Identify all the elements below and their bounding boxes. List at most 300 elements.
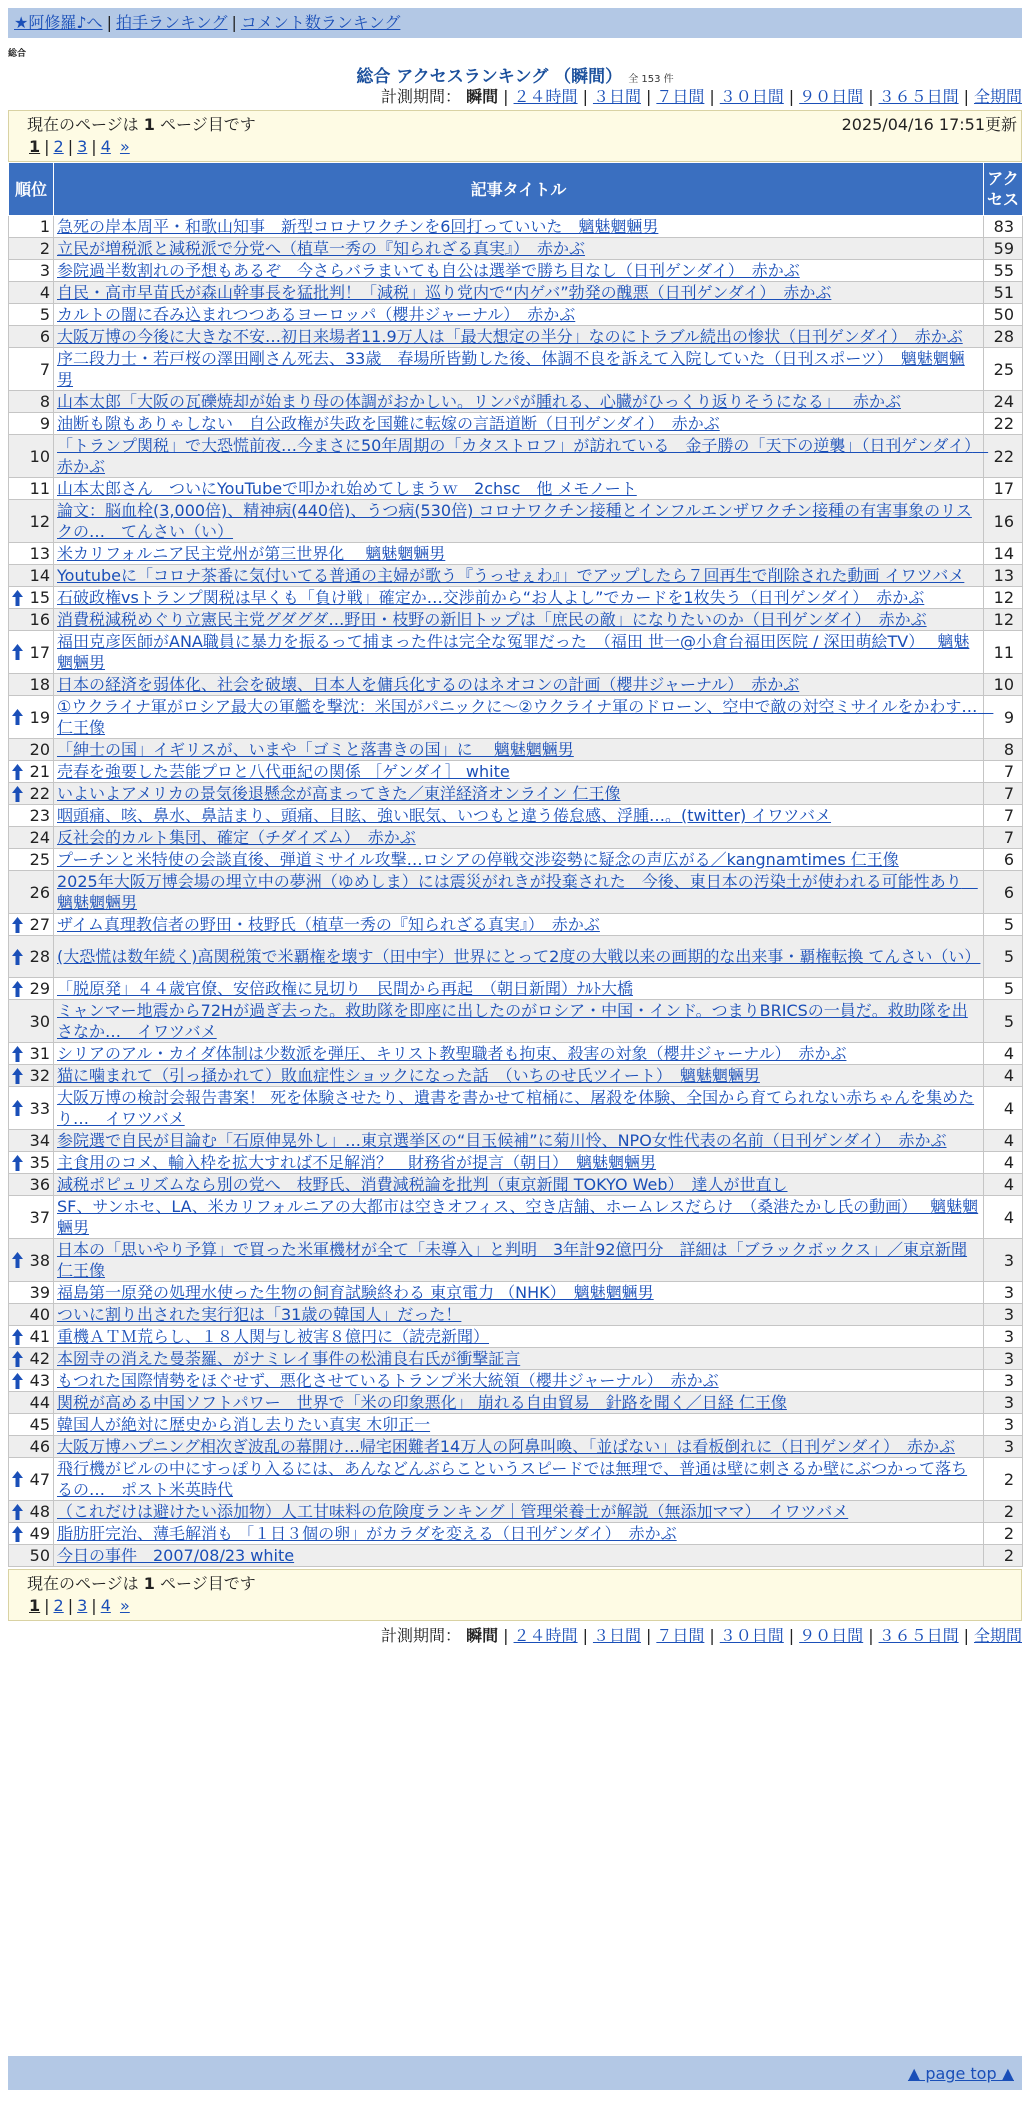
article-title-link[interactable]: 福田克彦医師がANA職員に暴力を振るって捕まった件は完全な冤罪だった （福田 世一@小倉台福田医院 / 深田萌絵TV） 魑魅魍魎男 [57,632,970,672]
access-count: 10 [984,674,1023,696]
rank-up-arrow-icon [12,1155,23,1171]
article-title-link[interactable]: 山本太郎さん ついにYouTubeで叩かれ始めてしまうｗ 2chsc 他 メモノート [57,479,637,498]
rank-cell [9,435,54,478]
rank-number: 15 [29,588,50,607]
rank-number: 38 [29,1250,50,1270]
rank-number: 24 [29,828,50,847]
rank-cell [9,413,54,435]
article-title-link[interactable]: （これだけは避けたい添加物）人工甘味料の危険度ランキング｜管理栄養士が解説（無添加ママ） イワツバメ [57,1502,849,1521]
article-title-link[interactable]: 山本太郎「大阪の瓦礫焼却が始まり母の体調がおかしい。リンパが腫れる、心臓がひっくり返りそうになる」 赤かぶ [57,392,901,411]
title-cell [54,609,984,631]
table-row [9,1326,1023,1348]
pager-links: 1 | 2 | 3 | 4 » [29,1596,130,1615]
title-cell [54,1152,984,1174]
rank-cell [9,1523,54,1545]
access-count: 50 [984,304,1023,326]
rank-number: 37 [29,1207,50,1227]
article-title-link[interactable]: Youtubeに「コロナ茶番に気付いてる普通の主婦が歌う『うっせぇわ』」でアップしたら７回再生で削除された動画 イワツバメ [57,566,965,585]
rank-number: 49 [29,1524,50,1543]
title-cell [54,500,984,543]
rank-up-arrow-icon [12,1526,23,1542]
access-count: 2 [984,1458,1023,1501]
title-cell [54,631,984,674]
page-link-3[interactable]: 3 [77,137,88,156]
table-row [9,849,1023,871]
rank-up-arrow-icon [12,981,23,997]
rank-number: 33 [29,1098,50,1118]
table-row [9,761,1023,783]
access-count: 3 [984,1436,1023,1458]
article-title-link[interactable]: 本圀寺の消えた曼荼羅、がナミレイ事件の松浦良右氏が衝撃証言 [57,1349,521,1368]
period-link-90d[interactable]: ９０日間 [799,1626,864,1645]
title-cell [54,1326,984,1348]
rank-up-arrow-icon [12,1471,23,1487]
rank-up-arrow-icon [12,786,23,802]
access-count: 3 [984,1239,1023,1282]
rank-number: 43 [29,1371,50,1390]
rank-cell [9,1152,54,1174]
title-cell [54,238,984,260]
table-row [9,435,1023,478]
article-title-link[interactable]: SF、サンホセ、LA、米カリフォルニアの大都市は空きオフィス、空き店舗、ホームレスだらけ （桑港たかし氏の動画） 魑魅魍魎男 [57,1197,979,1237]
rank-number: 46 [29,1437,50,1456]
table-row [9,1501,1023,1523]
article-title-link[interactable]: 売春を強要した芸能プロと八代亜紀の関係 ［ゲンダイ］ white [57,762,510,781]
article-title-link[interactable]: 咽頭痛、咳、鼻水、鼻詰まり、頭痛、目眩、強い眠気、いつもと違う倦怠感、浮腫…。(twitter) イワツバメ [57,806,832,825]
title-cell [54,1348,984,1370]
table-row [9,1414,1023,1436]
access-count: 3 [984,1326,1023,1348]
table-row [9,674,1023,696]
article-title-link[interactable]: 自民・高市早苗氏が森山幹事長を猛批判！「減税」巡り党内で“内ゲバ”勃発の醜悪（日刊ゲンダイ） 赤かぶ [57,283,832,302]
access-count: 7 [984,827,1023,849]
access-count: 2 [984,1501,1023,1523]
title-cell [54,1370,984,1392]
article-title-link[interactable]: 急死の岸本周平・和歌山知事 新型コロナワクチンを6回打っていいた 魑魅魍魎男 [57,217,659,236]
article-title-link[interactable]: 日本の経済を弱体化、社会を破壊、日本人を傭兵化するのはネオコンの計画（櫻井ジャーナル） 赤かぶ [57,675,800,694]
rank-number: 14 [29,566,50,585]
article-title-link[interactable]: 福島第一原発の処理水使った生物の飼育試験終わる 東京電力 （NHK） 魑魅魍魎男 [57,1283,654,1302]
title-cell [54,1130,984,1152]
rank-up-arrow-icon [12,1046,23,1062]
period-link-90d[interactable]: ９０日間 [799,87,864,106]
column-header-title: 記事タイトル [54,163,984,216]
period-link-24h[interactable]: ２４時間 [513,87,578,106]
table-row [9,827,1023,849]
rank-cell [9,739,54,761]
page-link-3[interactable]: 3 [77,1596,88,1615]
table-row [9,1282,1023,1304]
rank-cell [9,304,54,326]
table-row [9,282,1023,304]
table-row [9,1000,1023,1043]
title-cell [54,1392,984,1414]
article-title-link[interactable]: もつれた国際情勢をほぐせず、悪化させているトランプ米大統領（櫻井ジャーナル） 赤かぶ [57,1371,719,1390]
page-link-2[interactable]: 2 [53,137,64,156]
access-count: 3 [984,1282,1023,1304]
title-cell [54,1087,984,1130]
rank-cell [9,1065,54,1087]
nav-link-asyura[interactable]: ★阿修羅♪へ [14,13,103,32]
rank-cell [9,761,54,783]
access-count: 4 [984,1087,1023,1130]
period-selector-top: 計測期間： 瞬間 | ２４時間 | ３日間 | ７日間 | ３０日間 | ９０日間 | ３６５日間 | 全期間 [381,87,1022,106]
rank-number: 44 [29,1393,50,1412]
article-title-link[interactable]: 「トランプ関税」で大恐慌前夜…今まさに50年周期の「カタストロフ」が訪れている 金子勝の「天下の逆襲」（日刊ゲンダイ） 赤かぶ [57,436,989,476]
rank-number: 40 [29,1305,50,1324]
rank-cell [9,849,54,871]
period-link-all[interactable]: 全期間 [973,1626,1022,1645]
page-link-2[interactable]: 2 [53,1596,64,1615]
article-title-link[interactable]: 油断も隙もありゃしない 自公政権が失政を国難に転嫁の言語道断（日刊ゲンダイ） 赤かぶ [57,414,720,433]
rank-number: 10 [29,446,50,466]
table-row [9,1436,1023,1458]
article-title-link[interactable]: 「脱原発」４４歳官僚、安倍政権に見切り 民間から再起 （朝日新聞）ﾅﾙﾄ大橋 [57,979,634,998]
page-link-next[interactable]: » [119,1596,130,1615]
access-count: 5 [984,978,1023,1000]
table-row [9,260,1023,282]
period-link-24h[interactable]: ２４時間 [513,1626,578,1645]
access-count: 7 [984,805,1023,827]
article-title-link[interactable]: カルトの闇に呑み込まれつつあるヨーロッパ（櫻井ジャーナル） 赤かぶ [57,305,576,324]
title-cell [54,936,984,978]
table-row [9,391,1023,413]
access-count: 25 [984,348,1023,391]
rank-number: 1 [39,217,50,236]
page-title [0,62,1030,87]
total-count: 全 153 件 [628,74,674,85]
article-title-link[interactable]: 脂肪肝完治、薄毛解消も 「１日３個の卵」がカラダを変える（日刊ゲンダイ） 赤かぶ [57,1524,677,1543]
rank-up-arrow-icon [12,1100,23,1116]
rank-number: 45 [29,1415,50,1434]
rank-number: 32 [29,1066,50,1085]
article-title-link[interactable]: 今日の事件 2007/08/23 white [57,1546,295,1565]
access-count: 28 [984,326,1023,348]
rank-number: 30 [29,1011,50,1031]
table-row [9,871,1023,914]
rank-number: 5 [39,305,50,324]
table-row [9,1458,1023,1501]
rank-cell [9,1348,54,1370]
rank-cell [9,871,54,914]
title-cell [54,696,994,739]
article-title-link[interactable]: 「紳士の国」イギリスが、いまや「ゴミと落書きの国」に 魑魅魍魎男 [57,740,574,759]
page-link-current: 1 [29,137,41,156]
article-title-link[interactable]: 大阪万博ハプニング相次ぎ波乱の幕開け…帰宅困難者14万人の阿鼻叫喚、「並ばない」は看板倒れに（日刊ゲンダイ） 赤かぶ [57,1437,955,1456]
rank-number: 21 [29,762,50,781]
access-count: 5 [984,936,1023,978]
article-title-link[interactable]: いよいよアメリカの景気後退懸念が高まってきた／東洋経済オンライン 仁王像 [57,784,621,803]
article-title-link[interactable]: 大阪万博の検討会報告書案！ 死を体験させたり、遺書を書かせて棺桶に、屠殺を体験、全国から育てられない赤ちゃんを集めたり… イワツバメ [57,1088,975,1128]
article-title-link[interactable]: ザイム真理教信者の野田・枝野氏（植草一秀の『知られざる真実』） 赤かぶ [57,915,600,934]
title-cell [54,216,984,238]
period-link-7d[interactable]: ７日間 [656,1626,705,1645]
period-link-3d[interactable]: ３日間 [592,1626,641,1645]
title-cell [54,761,984,783]
title-cell [54,739,984,761]
title-cell [54,1065,984,1087]
rank-number: 6 [39,327,50,346]
rank-number: 34 [29,1131,50,1150]
access-count: 55 [984,260,1023,282]
ranking-table [8,162,1023,1567]
article-title-link[interactable]: 主食用のコメ、輸入枠を拡大すれば不足解消？ 財務省が提言（朝日） 魑魅魍魎男 [57,1153,657,1172]
rank-number: 48 [29,1502,50,1521]
rank-number: 39 [29,1283,50,1302]
rank-number: 8 [39,392,50,411]
access-count: 3 [984,1392,1023,1414]
table-row [9,914,1023,936]
table-row [9,1065,1023,1087]
rank-number: 36 [29,1175,50,1194]
title-cell [54,978,984,1000]
rank-cell [9,1196,54,1239]
rank-cell [9,587,54,609]
article-title-link[interactable]: 石破政権vsトランプ関税は早くも「負け戦」確定か…交渉前から“お人よし”でカードを1枚失う（日刊ゲンダイ） 赤かぶ [57,588,925,607]
access-count: 12 [984,587,1023,609]
title-cell [54,1414,984,1436]
article-title-link[interactable]: 米カリフォルニア民主党州が第三世界化 魑魅魍魎男 [57,544,446,563]
rank-number: 3 [39,261,50,280]
rank-number: 25 [29,850,50,869]
title-cell [54,1436,984,1458]
pager-status: 現在のページは 1 ページ目です [27,115,256,134]
title-cell [54,1545,984,1567]
title-cell [54,413,984,435]
period-link-3d[interactable]: ３日間 [592,87,641,106]
table-row [9,348,1023,391]
rank-cell [9,1392,54,1414]
article-title-link[interactable]: 猫に噛まれて（引っ掻かれて）敗血症性ショックになった話 （いちのせ氏ツイート） 魑魅魍魎男 [57,1066,760,1085]
article-title-link[interactable]: 重機ＡＴＭ荒らし、１８人関与し被害８億円に（読売新聞） [57,1327,490,1346]
access-count: 2 [984,1545,1023,1567]
period-link-7d[interactable]: ７日間 [656,87,705,106]
table-row [9,1043,1023,1065]
rank-number: 27 [29,915,50,934]
top-nav-bar [8,8,1022,38]
article-title-link[interactable]: 参院過半数割れの予想もあるぞ 今さらバラまいても自公は選挙で勝ち目なし（日刊ゲンダイ） 赤かぶ [57,261,800,280]
article-title-link[interactable]: 大阪万博の今後に大きな不安…初日来場者11.9万人は「最大想定の半分」なのにトラブル続出の惨状（日刊ゲンダイ） 赤かぶ [57,327,963,346]
rank-cell [9,1370,54,1392]
rank-number: 20 [29,740,50,759]
access-count: 2 [984,1523,1023,1545]
table-row [9,1545,1023,1567]
table-row [9,696,1023,739]
table-row [9,326,1023,348]
access-count: 4 [984,1152,1023,1174]
table-row [9,1087,1023,1130]
rank-cell [9,1239,54,1282]
title-cell [54,1501,984,1523]
access-count: 5 [984,914,1023,936]
nav-link-comment-ranking[interactable]: コメント数ランキング [240,13,401,32]
title-cell [54,1174,984,1196]
rank-cell [9,326,54,348]
rank-cell [9,827,54,849]
rank-cell [9,282,54,304]
table-row [9,1130,1023,1152]
title-cell [54,326,984,348]
rank-cell [9,1458,54,1501]
table-row [9,238,1023,260]
article-title-link[interactable]: (大恐慌は数年続く)高関税策で米覇権を壊す（田中宇）世界にとって2度の大戦以来の画期的な出来事・覇権転換 てんさい（い） [57,947,981,966]
period-link-all[interactable]: 全期間 [973,87,1022,106]
rank-cell [9,609,54,631]
rank-number: 50 [29,1546,50,1565]
access-count: 7 [984,761,1023,783]
rank-up-arrow-icon [12,1351,23,1367]
table-row [9,1239,1023,1282]
access-count: 6 [984,849,1023,871]
rank-up-arrow-icon [12,1329,23,1345]
period-label: 計測期間： [381,87,462,106]
table-row [9,216,1023,238]
section-label: 総合 [8,49,27,59]
period-link-365d[interactable]: ３６５日間 [878,1626,959,1645]
rank-cell [9,543,54,565]
rank-number: 47 [29,1469,50,1489]
access-count: 4 [984,1174,1023,1196]
column-header-access: アクセス [984,163,1023,216]
rank-up-arrow-icon [12,590,23,606]
article-title-link[interactable]: 飛行機がビルの中にすっぽり入るには、あんなどんぶらこというスピードでは無理で、普通は壁に刺さるか壁にぶつかって落ちるの… ポスト米英時代 [57,1459,968,1499]
article-title-link[interactable]: ミャンマー地震から72Hが過ぎ去った。救助隊を即座に出したのがロシア・中国・インド。つまりBRICSの一員だ。救助隊を出さなか… イワツバメ [57,1001,968,1041]
article-title-link[interactable]: ついに割り出された実行犯は「31歳の韓国人」だった！ [57,1305,462,1324]
column-header-rank: 順位 [9,163,54,216]
title-cell [54,1000,984,1043]
title-cell [54,282,984,304]
article-title-link[interactable]: ①ウクライナ軍がロシア最大の軍艦を撃沈：米国がパニックに～②ウクライナ軍のドローン、空中で敵の対空ミサイルをかわす… 仁王像 [57,697,994,737]
pager-bottom [8,1569,1022,1621]
article-title-link[interactable]: プーチンと米特使の会談直後、弾道ミサイル攻撃…ロシアの停戦交渉姿勢に疑念の声広がる／kangnamtimes 仁王像 [57,850,899,869]
rank-cell [9,1130,54,1152]
rank-cell [9,1414,54,1436]
access-count: 5 [984,1000,1023,1043]
table-row [9,587,1023,609]
table-row [9,304,1023,326]
article-title-link[interactable]: 立民が増税派と減税派で分党へ（植草一秀の『知られざる真実』） 赤かぶ [57,239,586,258]
rank-cell [9,348,54,391]
period-link-365d[interactable]: ３６５日間 [878,87,959,106]
access-count: 9 [984,696,1023,739]
article-title-link[interactable]: 2025年大阪万博会場の埋立中の夢洲（ゆめしま）には震災がれきが投棄された 今後、東日本の汚染土が使われる可能性あり 魑魅魍魎男 [57,872,978,912]
access-count: 24 [984,391,1023,413]
rank-number: 26 [29,882,50,902]
article-title-link[interactable]: シリアのアル・カイダ体制は少数派を弾圧、キリスト教聖職者も拘束、殺害の対象（櫻井ジャーナル） 赤かぶ [57,1044,847,1063]
footer-bar [8,2056,1022,2090]
rank-up-arrow-icon [12,709,23,725]
rank-number: 42 [29,1349,50,1368]
rank-cell [9,1282,54,1304]
title-cell [54,1282,984,1304]
nav-link-clap-ranking[interactable]: 拍手ランキング [115,13,228,32]
table-row [9,1152,1023,1174]
article-title-link[interactable]: 減税ポピュリズムなら別の党へ 枝野氏、消費減税論を批判（東京新聞 TOKYO Web） 達人が世直し [57,1175,788,1194]
rank-cell [9,565,54,587]
title-cell [54,260,984,282]
pager-status: 現在のページは 1 ページ目です [27,1574,256,1593]
article-title-link[interactable]: 反社会的カルト集団、確定（チダイズム） 赤かぶ [57,828,416,847]
rank-number: 22 [29,784,50,803]
page-link-4[interactable]: 4 [100,137,111,156]
rank-number: 2 [39,239,50,258]
title-cell [54,304,984,326]
table-header-row [9,163,1023,216]
title-cell [54,565,984,587]
table-row [9,1174,1023,1196]
rank-number: 9 [39,414,50,433]
rank-cell [9,1043,54,1065]
table-row [9,543,1023,565]
access-count: 4 [984,1065,1023,1087]
title-cell [54,543,984,565]
access-count: 4 [984,1130,1023,1152]
period-link-30d[interactable]: ３０日間 [719,87,784,106]
article-title-link[interactable]: 韓国人が絶対に歴史から消し去りたい真実 木卯正一 [57,1415,431,1434]
rank-up-arrow-icon [12,1252,23,1268]
title-cell [54,1196,984,1239]
table-row [9,783,1023,805]
article-title-link[interactable]: 日本の「思いやり予算」で買った米軍機材が全て「未導入」と判明 3年計92億円分 詳細は「ブラックボックス」／東京新聞 仁王像 [57,1240,968,1280]
rank-cell [9,1087,54,1130]
rank-cell [9,216,54,238]
page-link-next[interactable]: » [119,137,130,156]
period-current: 瞬間 [466,87,499,106]
rank-cell [9,478,54,500]
title-cell [54,783,984,805]
article-title-link[interactable]: 関税が高める中国ソフトパワー 世界で「米の印象悪化」 崩れる自由貿易 針路を聞く／日経 仁王像 [57,1393,787,1412]
rank-number: 35 [29,1153,50,1172]
table-row [9,1304,1023,1326]
page-top-link[interactable]: ▲ page top ▲ [907,2064,1014,2083]
title-cell [54,391,984,413]
article-title-link[interactable]: 論文：脳血栓(3,000倍)、精神病(440倍)、うつ病(530倍) コロナワクチン接種とインフルエンザワクチン接種の有害事象のリスクの… てんさい（い） [57,501,972,541]
article-title-link[interactable]: 序二段力士・若戸桜の澤田剛さん死去、33歳 春場所皆勤した後、体調不良を訴えて入院していた（日刊スポーツ） 魑魅魍魎男 [57,349,965,389]
rank-number: 18 [29,675,50,694]
rank-cell [9,696,54,739]
title-cell [54,435,989,478]
rank-up-arrow-icon [12,949,23,965]
table-row [9,1348,1023,1370]
title-cell [54,1239,984,1282]
title-cell [54,1458,984,1501]
title-cell [54,478,984,500]
access-count: 6 [984,871,1023,914]
rank-number: 23 [29,806,50,825]
table-row [9,1370,1023,1392]
period-selector-bottom: 計測期間： 瞬間 | ２４時間 | ３日間 | ７日間 | ３０日間 | ９０日間 | ３６５日間 | 全期間 [381,1626,1022,1645]
rank-number: 16 [29,610,50,629]
page-link-4[interactable]: 4 [100,1596,111,1615]
article-title-link[interactable]: 参院選で自民が目論む「石原伸晃外し」…東京選挙区の“目玉候補”に菊川怜、NPO女性代表の名前（日刊ゲンダイ） 赤かぶ [57,1131,947,1150]
period-link-30d[interactable]: ３０日間 [719,1626,784,1645]
title-cell [54,849,984,871]
title-cell [54,1304,984,1326]
rank-number: 29 [29,979,50,998]
article-title-link[interactable]: 消費税減税めぐり立憲民主党グダグダ…野田・枝野の新旧トップは「庶民の敵」になりたいのか（日刊ゲンダイ） 赤かぶ [57,610,927,629]
table-row [9,631,1023,674]
title-cell [54,1043,984,1065]
table-row [9,805,1023,827]
rank-up-arrow-icon [12,1068,23,1084]
rank-cell [9,1545,54,1567]
ranking-table-body [9,216,1023,1567]
table-row [9,413,1023,435]
access-count: 13 [984,565,1023,587]
rank-cell [9,631,54,674]
title-cell [54,348,984,391]
title-cell [54,827,984,849]
